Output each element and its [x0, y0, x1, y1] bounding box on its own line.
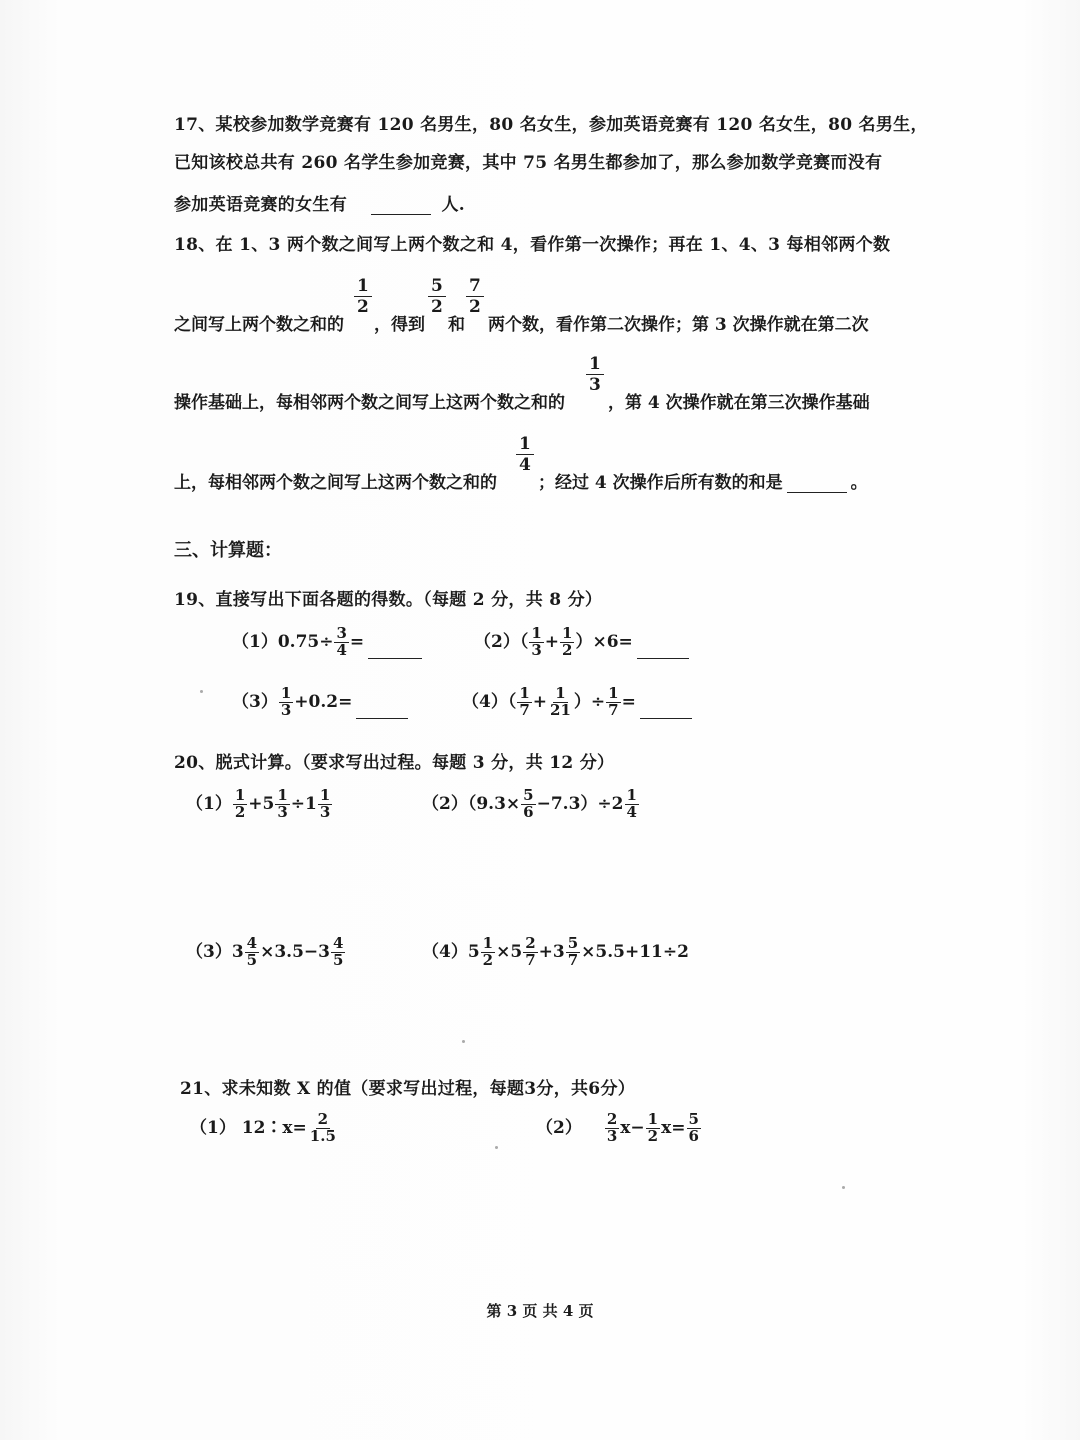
- scan-speck: [200, 690, 203, 693]
- q18-line-1: 18、在 1、3 两个数之间写上两个数之和 4，看作第一次操作；再在 1、4、3 每相邻两个数: [174, 235, 891, 255]
- q18-fraction-7-2: 7 2: [466, 276, 484, 318]
- q17-answer-blank[interactable]: [371, 196, 431, 215]
- q19-p3-answer-blank[interactable]: [356, 700, 408, 719]
- q18-fraction-5-2: 5 2: [428, 276, 446, 318]
- q17-line-3: [174, 190, 465, 215]
- q20-problem-4: （4）5 $\frac{1}{2}$ ×5 $\frac{2}{7}$ +3 $\frac{5}{7}$ ×5.5+11÷2: [422, 934, 689, 969]
- q20-p3-fraction-1: $\frac{4}{5}$: [246, 934, 258, 969]
- q19-p4-fraction-3: $\frac{1}{7}$: [608, 684, 619, 719]
- q17-text: 参加英语竞赛的女生有: [174, 195, 347, 215]
- q20-p4-fraction-2: $\frac{2}{7}$: [525, 934, 536, 969]
- q18-line-3b: ，第 4 次操作就在第三次操作基础: [608, 393, 870, 413]
- q20-p2-fraction-2: $\frac{1}{4}$: [626, 786, 637, 821]
- q19-p2-fraction-1: $\frac{1}{3}$: [531, 624, 542, 659]
- q20-p1-fraction-1: $\frac{1}{2}$: [234, 786, 246, 821]
- q19-problem-2: （2）（ $\frac{1}{3}$ + $\frac{1}{2}$ ）×6=: [474, 626, 693, 659]
- q18-fraction-half: 1 2: [354, 276, 372, 318]
- q19-problem-1: （1）0.75÷ $\frac{3}{4}$ =: [232, 626, 426, 659]
- q18-line-2a: 之间写上两个数之和的: [174, 315, 344, 335]
- q20-problem-2: （2）（9.3× $\frac{5}{6}$ −7.3）÷2 $\frac{1}{4}$: [422, 786, 637, 821]
- q21-p2-fraction-2: $\frac{1}{2}$: [647, 1110, 659, 1145]
- q21-problem-1: （1） 12∶x= $\frac{2}{1.5}$: [190, 1110, 336, 1145]
- q21-p1-fraction: $\frac{2}{1.5}$: [309, 1110, 336, 1145]
- q21-p2-fraction-1: $\frac{2}{3}$: [606, 1110, 618, 1145]
- q18-line-2c: 和: [448, 315, 465, 335]
- q17-line-1: 17、某校参加数学竞赛有 120 名男生，80 名女生，参加英语竞赛有 120 名女生，80 名男生，: [174, 115, 928, 135]
- q18-line-3a: 操作基础上，每相邻两个数之间写上这两个数之和的: [174, 393, 565, 413]
- q20-problem-3: （3）3 $\frac{4}{5}$ ×3.5−3 $\frac{4}{5}$: [186, 934, 344, 969]
- q18-line-2b: ，得到: [374, 315, 425, 335]
- q19-p4-answer-blank[interactable]: [640, 700, 692, 719]
- q20-p4-fraction-3: $\frac{5}{7}$: [567, 934, 579, 969]
- q17-line-2: 已知该校总共有 260 名学生参加竞赛，其中 75 名男生都参加了，那么参加数学竞赛而没有: [174, 153, 883, 173]
- section-title: 三、计算题：: [174, 540, 282, 561]
- q19-p1-fraction: $\frac{3}{4}$: [336, 624, 347, 659]
- q21-title: 21、求未知数 X 的值（要求写出过程，每题3分，共6分）: [180, 1079, 636, 1099]
- q19-p2-answer-blank[interactable]: [637, 640, 689, 659]
- q19-title: 19、直接写出下面各题的得数。（每题 2 分，共 8 分）: [174, 590, 603, 610]
- q19-p4-fraction-2: $\frac{1}{21}$: [550, 684, 571, 719]
- q18-line-4a: 上，每相邻两个数之间写上这两个数之和的: [174, 473, 497, 493]
- q18-line-4b: ；经过 4 次操作后所有数的和是 。: [538, 473, 868, 493]
- q19-p4-fraction-1: $\frac{1}{7}$: [519, 684, 530, 719]
- q20-p3-fraction-2: $\frac{4}{5}$: [333, 934, 344, 969]
- q19-p1-answer-blank[interactable]: [368, 640, 422, 659]
- page-footer: 第 3 页 共 4 页: [486, 1302, 594, 1320]
- q20-p2-fraction-1: $\frac{5}{6}$: [523, 786, 534, 821]
- q19-problem-4: （4）（ $\frac{1}{7}$ + $\frac{1}{21}$ ）÷ $\frac{1}{7}$ =: [462, 686, 696, 719]
- q18-fraction-third: 1 3: [586, 354, 604, 396]
- q18-line-2d: 两个数，看作第二次操作；第 3 次操作就在第二次: [488, 315, 869, 335]
- q20-p1-fraction-2: $\frac{1}{3}$: [277, 786, 288, 821]
- q20-p4-fraction-1: $\frac{1}{2}$: [482, 934, 494, 969]
- q17-unit: 人.: [441, 195, 465, 215]
- q19-p3-fraction: $\frac{1}{3}$: [280, 684, 292, 719]
- q18-answer-blank[interactable]: [787, 474, 847, 493]
- q19-problem-3: （3） $\frac{1}{3}$ +0.2=: [232, 686, 412, 719]
- q19-p2-fraction-2: $\frac{1}{2}$: [562, 624, 573, 659]
- scan-speck: [462, 1040, 465, 1043]
- q20-title: 20、脱式计算。（要求写出过程。每题 3 分，共 12 分）: [174, 753, 615, 773]
- q20-problem-1: （1） $\frac{1}{2}$ +5 $\frac{1}{3}$ ÷1 $\frac{1}{3}$: [186, 786, 331, 821]
- q20-p1-fraction-3: $\frac{1}{3}$: [319, 786, 331, 821]
- q18-fraction-quarter: 1 4: [516, 434, 534, 476]
- scan-speck: [842, 1186, 845, 1189]
- q21-p2-fraction-3: $\frac{5}{6}$: [688, 1110, 699, 1145]
- q21-problem-2: （2） $\frac{2}{3}$ x− $\frac{1}{2}$ x= $\frac{5}{6}$: [536, 1110, 699, 1145]
- scan-speck: [495, 1146, 498, 1149]
